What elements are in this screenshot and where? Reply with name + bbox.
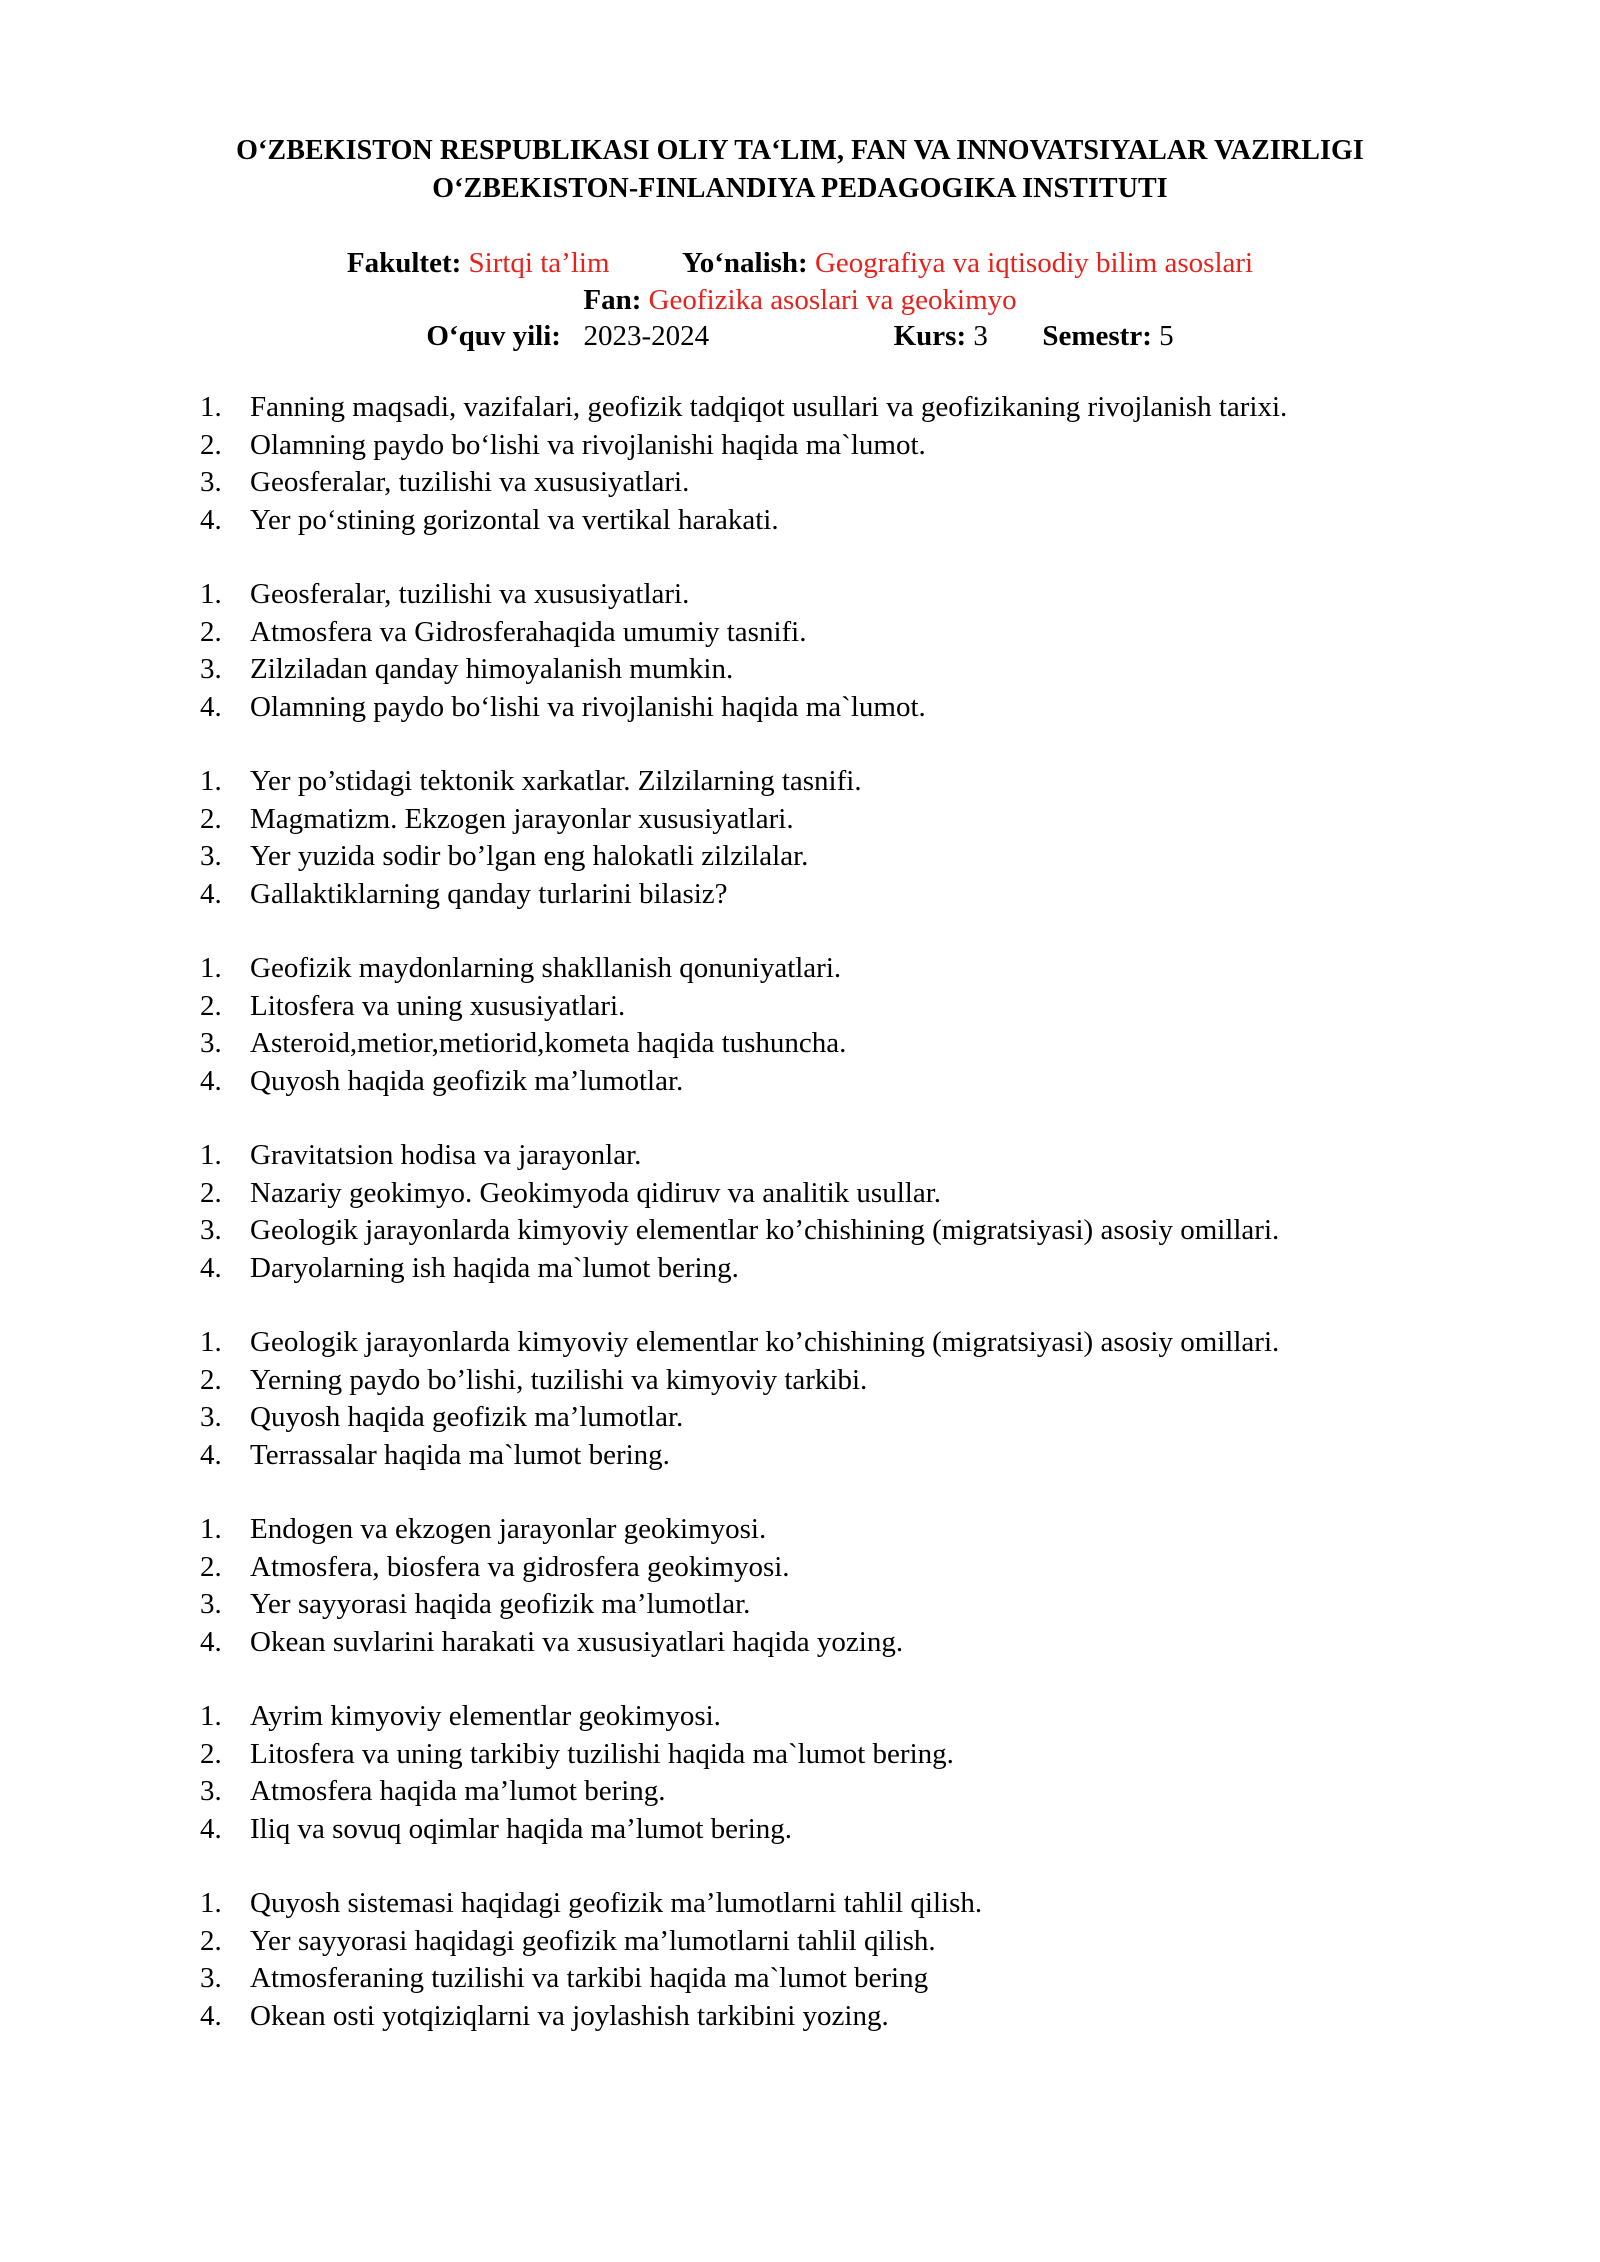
list-item-text: Daryolarning ish haqida ma`lumot bering. (250, 1251, 739, 1284)
list-item-number: 3. (200, 1214, 222, 1246)
yonalish-label: Yo‘nalish: (682, 247, 808, 279)
list-item-text: Olamning paydo bo‘lishi va rivojlanishi haqida ma`lumot. (250, 428, 926, 461)
list-item (0, 1137, 1600, 1174)
list-item-number: 2. (200, 989, 222, 1022)
list-item-text: Geologik jarayonlarda kimyoviy elementlar ko’chishining (migratsiyasi) asosiy omillari. (250, 1214, 1280, 1246)
list-item-number: 3. (200, 466, 222, 498)
list-item-text: Quyosh haqida geofizik ma’lumotlar. (250, 1064, 684, 1097)
list-item (0, 1175, 1600, 1212)
list-item (0, 988, 1600, 1025)
list-item-number: 3. (200, 1401, 222, 1433)
oquv-yili-label: O‘quv yili: (426, 320, 561, 352)
list-item (0, 1736, 1600, 1773)
list-item (0, 1025, 1600, 1062)
kurs-value: 3 (973, 320, 988, 352)
list-item-text: Geologik jarayonlarda kimyoviy elementlar ko’chishining (migratsiyasi) asosiy omillari. (250, 1326, 1280, 1358)
list-item-text: Iliq va sovuq oqimlar haqida ma’lumot bering. (250, 1812, 793, 1845)
list-item (0, 876, 1600, 913)
list-item-number: 1. (200, 1513, 222, 1545)
list-item-number: 2. (200, 802, 222, 835)
list-item-text: Atmosferaning tuzilishi va tarkibi haqida ma`lumot bering (250, 1962, 929, 1994)
list-item (0, 763, 1600, 800)
list-item-text: Yer po’stidagi tektonik xarkatlar. Zilzilarning tasnifi. (250, 765, 862, 797)
list-item-text: Magmatizm. Ekzogen jarayonlar xususiyatlari. (250, 802, 794, 835)
list-item-number: 1. (200, 952, 222, 984)
list-item-text: Quyosh sistemasi haqidagi geofizik ma’lumotlarni tahlil qilish. (250, 1887, 983, 1919)
list-item (0, 1698, 1600, 1735)
list-item-text: Atmosfera, biosfera va gidrosfera geokimyosi. (250, 1550, 790, 1583)
list-item-text: Okean suvlarini harakati va xususiyatlari haqida yozing. (250, 1625, 904, 1658)
list-item-text: Yer sayyorasi haqidagi geofizik ma’lumotlarni tahlil qilish. (250, 1924, 936, 1957)
list-item-text: Yer po‘stining gorizontal va vertikal harakati. (250, 503, 779, 536)
list-item-text: Yerning paydo bo’lishi, tuzilishi va kimyoviy tarkibi. (250, 1363, 868, 1396)
list-item-text: Atmosfera va Gidrosferahaqida umumiy tasnifi. (250, 615, 807, 648)
list-item (0, 1624, 1600, 1661)
list-item (0, 651, 1600, 688)
list-item-text: Litosfera va uning xususiyatlari. (250, 989, 626, 1022)
list-item-number: 4. (200, 1438, 222, 1471)
list-item (0, 1885, 1600, 1922)
list-item (0, 1063, 1600, 1100)
institute-title: O‘ZBEKISTON-FINLANDIYA PEDAGOGIKA INSTITUTI (432, 173, 1168, 204)
list-item-number: 2. (200, 1737, 222, 1770)
list-item-text: Yer yuzida sodir bo’lgan eng halokatli zilzilalar. (250, 840, 809, 872)
fakultet-value: Sirtqi ta’lim (468, 247, 610, 279)
list-item-number: 4. (200, 1064, 222, 1097)
list-item (0, 1998, 1600, 2035)
list-item-text: Endogen va ekzogen jarayonlar geokimyosi. (250, 1513, 767, 1545)
list-item-text: Geosferalar, tuzilishi va xususiyatlari. (250, 466, 690, 498)
list-item-number: 2. (200, 428, 222, 461)
list-item-number: 3. (200, 1775, 222, 1807)
list-item-text: Nazariy geokimyo. Geokimyoda qidiruv va analitik usullar. (250, 1176, 942, 1209)
list-item-text: Atmosfera haqida ma’lumot bering. (250, 1775, 666, 1807)
list-item (0, 1511, 1600, 1548)
list-item (0, 1399, 1600, 1436)
list-item-number: 4. (200, 877, 222, 910)
list-item-number: 1. (200, 1139, 222, 1171)
list-item (0, 1437, 1600, 1474)
list-item (0, 1324, 1600, 1361)
list-item-number: 4. (200, 1251, 222, 1284)
list-item-text: Quyosh haqida geofizik ma’lumotlar. (250, 1401, 684, 1433)
list-item (0, 689, 1600, 726)
list-item-text: Geosferalar, tuzilishi va xususiyatlari. (250, 578, 690, 610)
list-item-number: 1. (200, 391, 222, 423)
ministry-title: O‘ZBEKISTON RESPUBLIKASI OLIY TA‘LIM, FAN VA INNOVATSIYALAR VAZIRLIGI (236, 135, 1364, 166)
academic-year-line (0, 318, 1600, 354)
list-item-number: 2. (200, 1176, 222, 1209)
faculty-direction-line (0, 245, 1600, 281)
list-item-number: 2. (200, 615, 222, 648)
list-item (0, 838, 1600, 875)
list-item (0, 427, 1600, 464)
list-item-number: 1. (200, 1887, 222, 1919)
list-item (0, 389, 1600, 426)
semestr-value: 5 (1159, 320, 1174, 352)
list-item-text: Yer sayyorasi haqida geofizik ma’lumotlar. (250, 1588, 751, 1620)
list-item-number: 2. (200, 1363, 222, 1396)
list-item (0, 801, 1600, 838)
list-item (0, 1586, 1600, 1623)
subject-line (0, 282, 1600, 318)
list-item-number: 1. (200, 578, 222, 610)
document-header (0, 132, 1600, 208)
list-item-number: 1. (200, 1700, 222, 1732)
list-item-text: Terrassalar haqida ma`lumot bering. (250, 1438, 670, 1471)
list-item-text: Okean osti yotqiziqlarni va joylashish tarkibini yozing. (250, 1999, 889, 2032)
list-item (0, 1250, 1600, 1287)
oquv-yili-value: 2023-2024 (583, 320, 710, 352)
list-item (0, 1960, 1600, 1997)
list-item-text: Zilziladan qanday himoyalanish mumkin. (250, 653, 734, 685)
list-item-number: 4. (200, 690, 222, 723)
list-item (0, 502, 1600, 539)
fan-value: Geofizika asoslari va geokimyo (648, 284, 1017, 316)
yonalish-value: Geografiya va iqtisodiy bilim asoslari (814, 247, 1254, 279)
list-item-text: Olamning paydo bo‘lishi va rivojlanishi haqida ma`lumot. (250, 690, 926, 723)
list-item (0, 614, 1600, 651)
list-item-number: 3. (200, 840, 222, 872)
list-item (0, 950, 1600, 987)
list-item-number: 2. (200, 1550, 222, 1583)
list-item-text: Geofizik maydonlarning shakllanish qonuniyatlari. (250, 952, 842, 984)
list-item (0, 1212, 1600, 1249)
list-item-number: 3. (200, 1962, 222, 1994)
list-item-text: Asteroid,metior,metiorid,kometa haqida tushuncha. (250, 1027, 847, 1059)
fan-label: Fan: (583, 284, 642, 316)
list-item (0, 464, 1600, 501)
list-item-text: Litosfera va uning tarkibiy tuzilishi haqida ma`lumot bering. (250, 1737, 954, 1770)
list-item-number: 1. (200, 1326, 222, 1358)
fakultet-label: Fakultet: (346, 247, 462, 279)
list-item (0, 1362, 1600, 1399)
list-item (0, 1923, 1600, 1960)
list-item-text: Gallaktiklarning qanday turlarini bilasiz? (250, 877, 728, 910)
list-item-text: Gravitatsion hodisa va jarayonlar. (250, 1139, 642, 1171)
kurs-label: Kurs: (893, 320, 967, 352)
list-item-number: 3. (200, 1588, 222, 1620)
list-item (0, 1773, 1600, 1810)
list-item-number: 3. (200, 653, 222, 685)
list-item (0, 1811, 1600, 1848)
list-item-number: 3. (200, 1027, 222, 1059)
list-item-text: Fanning maqsadi, vazifalari, geofizik tadqiqot usullari va geofizikaning rivojlanish tarixi. (250, 391, 1288, 423)
semestr-label: Semestr: (1042, 320, 1152, 352)
list-item-number: 1. (200, 765, 222, 797)
list-item-number: 4. (200, 503, 222, 536)
list-item-text: Ayrim kimyoviy elementlar geokimyosi. (250, 1700, 721, 1732)
list-item-number: 4. (200, 1625, 222, 1658)
list-item (0, 576, 1600, 613)
list-item (0, 1549, 1600, 1586)
list-item-number: 4. (200, 1812, 222, 1845)
list-item-number: 2. (200, 1924, 222, 1957)
list-item-number: 4. (200, 1999, 222, 2032)
